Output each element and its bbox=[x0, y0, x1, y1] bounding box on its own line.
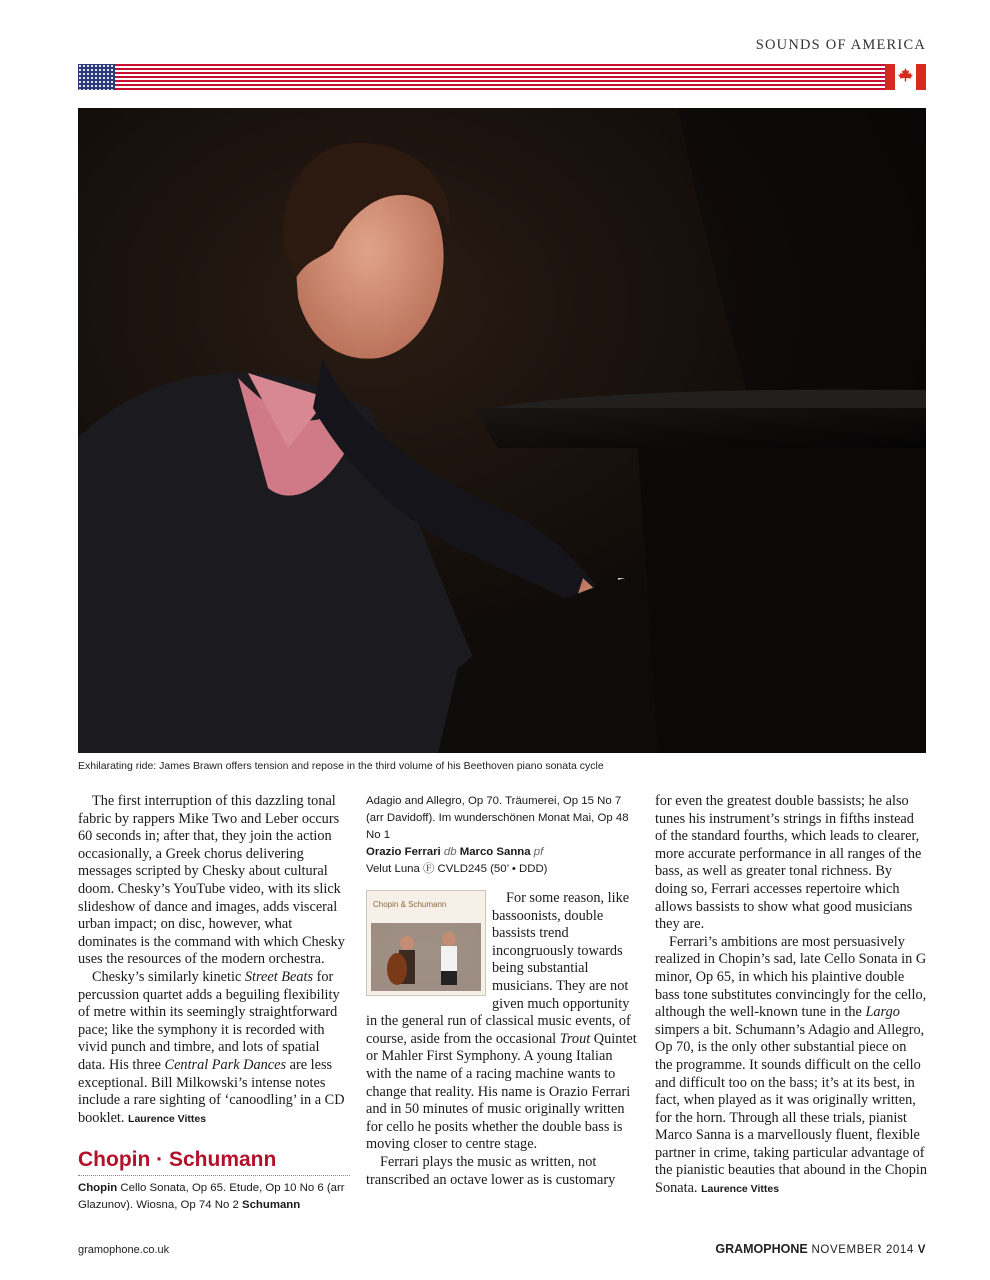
work-title: Street Beats bbox=[244, 968, 314, 985]
maple-leaf-icon bbox=[898, 68, 913, 85]
paragraph: for even the greatest double bassists; he also tunes his instrument’s strings in fifths instead of the standard fourths, which leads to clearer, more accurate performance in all ranges of the bass, as well as greater tonal richness. By doing so, Ferrari accesses repertoire which allows bassists to show what good musicians they are. bbox=[655, 793, 922, 933]
photo-caption: Exhilarating ride: James Brawn offers tension and repose in the third volume of his Beethoven piano sonata cycle bbox=[78, 760, 604, 772]
magazine-brand: GRAMOPHONE bbox=[715, 1242, 808, 1256]
works-list: Cello Sonata, Op 65. Etude, Op 10 No 6 (arr Glazunov). Wiosna, Op 74 No 2 bbox=[78, 1182, 345, 1212]
performer-name: Marco Sanna bbox=[459, 846, 531, 858]
page-number: V bbox=[917, 1244, 926, 1256]
us-flag-icon bbox=[78, 64, 115, 90]
pianist-illustration bbox=[78, 108, 926, 753]
work-title: Central Park Dances bbox=[164, 1056, 287, 1073]
column-3 bbox=[655, 793, 927, 1199]
composer-name: Chopin bbox=[78, 1182, 118, 1195]
flag-banner bbox=[78, 64, 926, 90]
paragraph: Ferrari plays the music as written, not transcribed an octave lower as is customary bbox=[366, 1153, 616, 1188]
text-run: Chesky’s similarly kinetic bbox=[92, 968, 245, 985]
text-run: For some reason, like bassoonists, double bassists trend incongruously towards being substantial musicians. They are not given much opportunity in the general run of classical music events, of course, aside from the occasional bbox=[366, 890, 631, 1047]
section-label: SOUNDS OF AMERICA bbox=[755, 37, 926, 53]
issue-date: NOVEMBER 2014 bbox=[807, 1244, 918, 1256]
instrument: pf bbox=[530, 846, 544, 858]
paragraph bbox=[78, 969, 350, 1128]
page-footer bbox=[715, 1242, 926, 1256]
review-heading bbox=[78, 1180, 350, 1214]
paragraph: The first interruption of this dazzling tonal fabric by rappers Mike Two and Leber occurs 60 seconds in; after that, they join the action occasionally, a Greek chorus delivering messages scripted by Chesky about cultural doom. Chesky’s YouTube video, with its slick slideshow of dance and images, adds visceral urban impact; on disc, however, what dominates is the command with which Chesky uses the resources of the modern orchestra. bbox=[78, 793, 345, 968]
paragraph bbox=[655, 934, 927, 1199]
column-1 bbox=[78, 793, 350, 1214]
reviewer-byline: Laurence Vittes bbox=[128, 1112, 207, 1125]
work-title: Trout bbox=[559, 1030, 591, 1047]
review-title: Chopin · Schumann bbox=[78, 1148, 350, 1176]
album-cover bbox=[366, 890, 486, 996]
work-title: Largo bbox=[865, 1004, 900, 1021]
performer-credits bbox=[366, 844, 638, 861]
column-2 bbox=[366, 793, 638, 1189]
reviewer-byline: Laurence Vittes bbox=[701, 1183, 780, 1196]
label-catalogue: Velut Luna Ⓕ CVLD245 (50’ • DDD) bbox=[366, 863, 548, 875]
text-run: for percussion quartet adds a beguiling flexibility of metre within its seemingly straightforward pace; like the symphony it is recorded with vivid punch and timbre, and lots of spatial data. His three bbox=[78, 968, 340, 1073]
instrument: db bbox=[440, 846, 460, 858]
website-url: gramophone.co.uk bbox=[78, 1244, 170, 1256]
text-run: Quintet or Mahler First Symphony. A young Italian with the name of a racing machine wants to change that reality. His name is Orazio Ferrari and in 50 minutes of music originally written for cello he posits whether the double bass is moving closer to centre stage. bbox=[366, 1030, 637, 1153]
performer-name: Orazio Ferrari bbox=[366, 846, 441, 858]
pianist-photo bbox=[78, 108, 926, 753]
canada-flag-icon bbox=[885, 64, 926, 90]
album-art bbox=[367, 891, 485, 995]
composer-name: Schumann bbox=[241, 1199, 301, 1212]
album-title: Chopin & Schumann bbox=[373, 900, 447, 909]
works-list-continued: Adagio and Allegro, Op 70. Träumerei, Op 15 No 7 (arr Davidoff). Im wunderschönen Monat Mai, Op 48 No 1 bbox=[366, 795, 629, 841]
text-run: Ferrari’s ambitions are most persuasively realized in Chopin’s sad, late Cello Sonata in G minor, Op 65, in which his plaintive double bass tone substitutes convincingly for the cello, although the well-known tune in the bbox=[655, 933, 927, 1021]
text-run: simpers a bit. Schumann’s Adagio and Allegro, Op 70, is the only other substantial piece on the programme. It sounds difficult on the cello and difficult too on the bass; it’s at its best, in fact, when played as it was originally written, for the horn. Through all these trials, pianist Marco Sanna is a marvellously fluent, flexible partner in crime, taking particular advantage of the pianistic beauties that abound in the Chopin Sonata. bbox=[655, 1021, 927, 1197]
text-run: are less exceptional. Bill Milkowski’s intense notes include a rare sighting of ‘canoodling’ in a CD booklet. bbox=[78, 1056, 345, 1126]
